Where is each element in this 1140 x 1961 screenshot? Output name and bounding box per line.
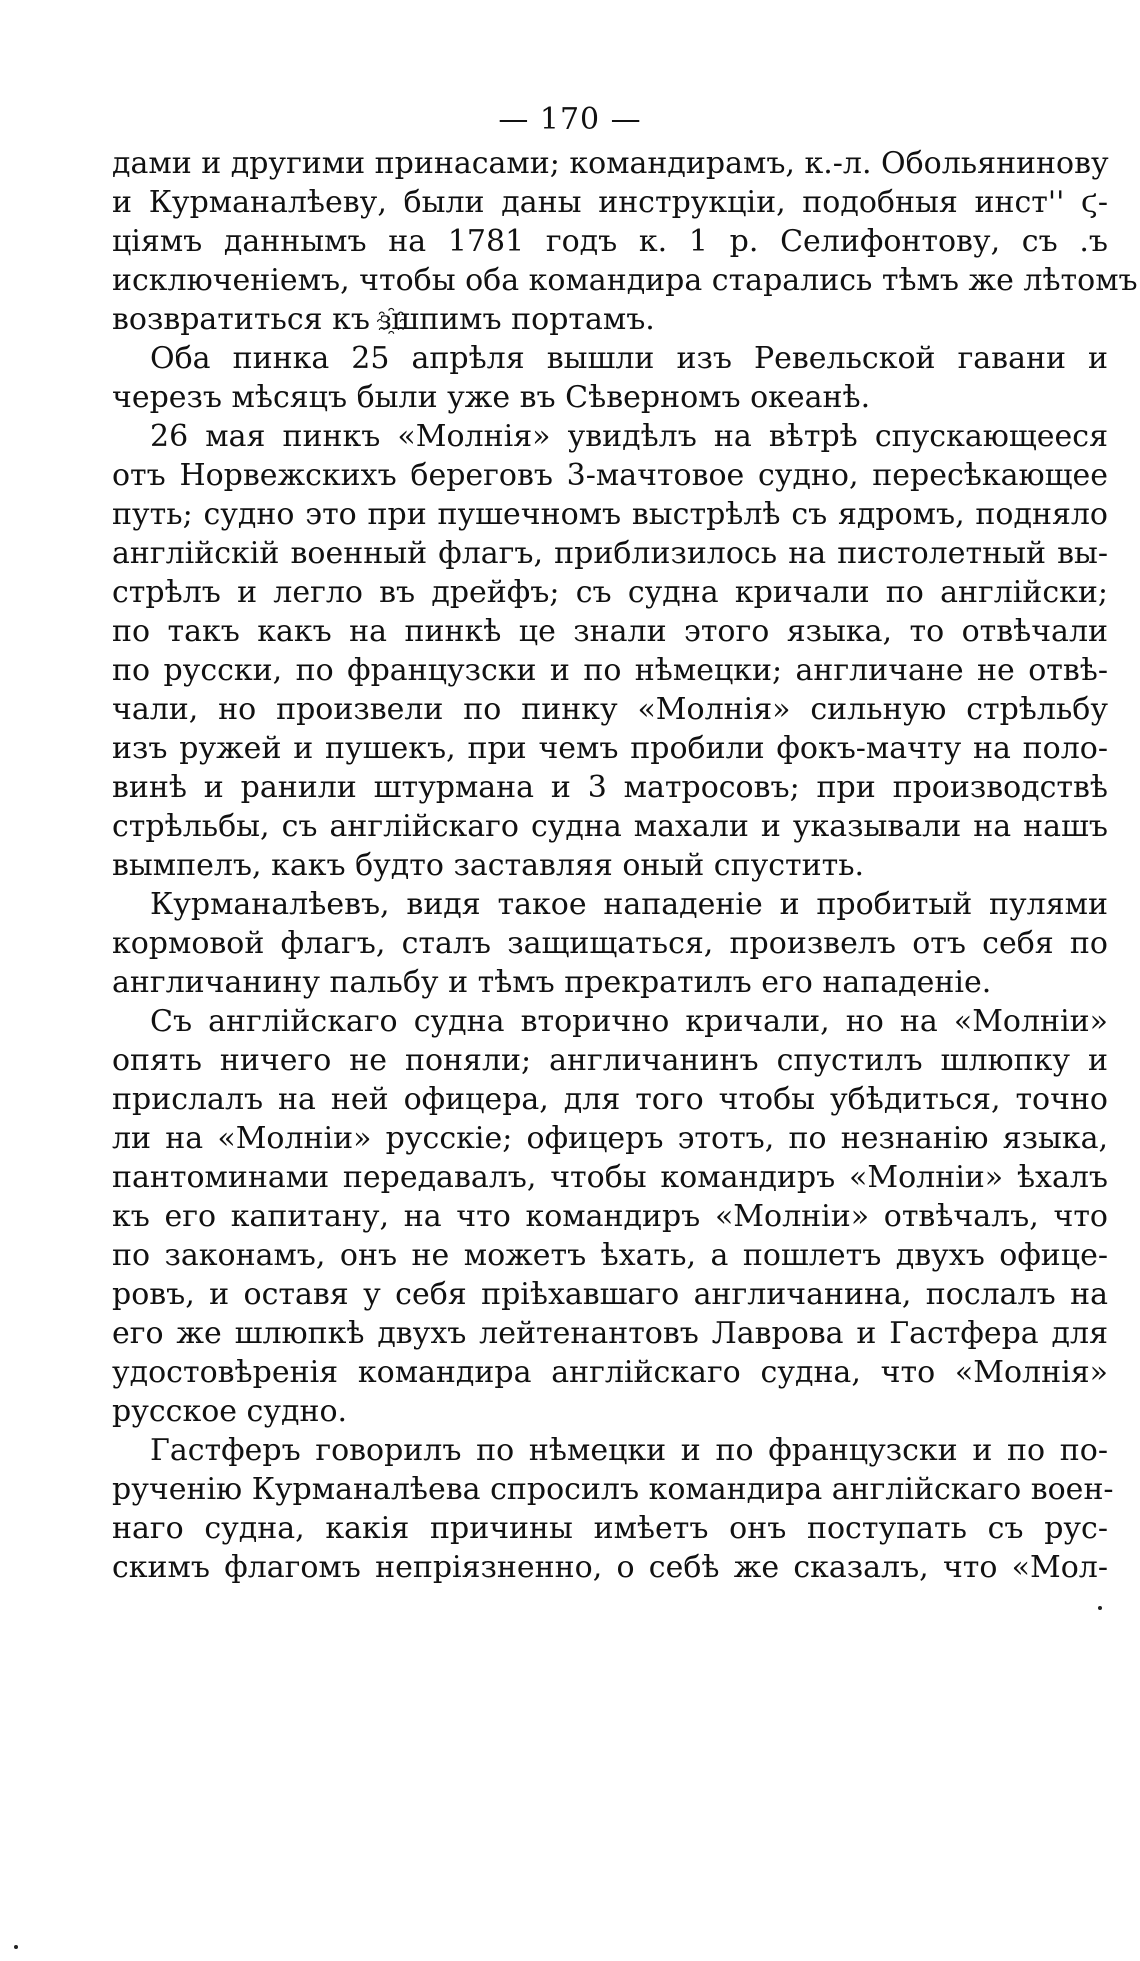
text-line: отъ Норвежскихъ береговъ 3-мачтовое судно, пересѣкающее <box>112 458 1108 493</box>
text-line: прислалъ на ней офицера, для того чтобы убѣдиться, точно <box>112 1082 1108 1117</box>
text-line: пантоминами передавалъ, чтобы командиръ «Молніи» ѣхалъ <box>112 1160 1108 1195</box>
text-line: ровъ, и оставя у себя пріѣхавшаго англичанина, послалъ на <box>112 1277 1108 1312</box>
text-line: винѣ и ранили штурмана и 3 матросовъ; при производствѣ <box>112 770 1108 805</box>
text-line: Оба пинка 25 апрѣля вышли изъ Ревельской гавани и <box>150 341 1108 376</box>
text-line: удостовѣренія командира англійскаго судна, что «Молнія» <box>112 1355 1108 1390</box>
text-line: чали, но произвели по пинку «Молнія» сильную стрѣльбу <box>112 692 1108 727</box>
text-line: стрѣлъ и легло въ дрейфъ; съ судна кричали по англійски; <box>112 575 1108 610</box>
text-line: ціямъ даннымъ на 1781 годъ к. 1 р. Селифонтову, съ .ъ <box>112 224 1108 259</box>
text-line: англійскій военный флагъ, приблизилось на пистолетный вы- <box>112 536 1108 571</box>
text-line: англичанину пальбу и тѣмъ прекратилъ его нападеніе. <box>112 965 992 1000</box>
print-speck <box>1098 1606 1102 1610</box>
text-line: по такъ какъ на пинкѣ це знали этого языка, то отвѣчали <box>112 614 1108 649</box>
text-line: вымпелъ, какъ будто заставляя оный спустить. <box>112 848 865 883</box>
text-line: исключеніемъ, чтобы оба командира старались тѣмъ же лѣтомъ <box>112 263 1138 298</box>
text-line: стрѣльбы, съ англійскаго судна махали и указывали на нашъ <box>112 809 1108 844</box>
text-line: по законамъ, онъ не можетъ ѣхать, а пошлетъ двухъ офице- <box>112 1238 1108 1273</box>
print-speck <box>14 1945 18 1949</box>
text-line: Съ англійскаго судна вторично кричали, но на «Молніи» <box>150 1004 1108 1039</box>
text-line: къ его капитану, на что командиръ «Молніи» отвѣчалъ, что <box>112 1199 1108 1234</box>
text-line: русское судно. <box>112 1394 348 1429</box>
text-line: кормовой флагъ, сталъ защищаться, произвелъ отъ себя по <box>112 926 1108 961</box>
text-line: его же шлюпкѣ двухъ лейтенантовъ Лаврова и Гастфера для <box>112 1316 1108 1351</box>
text-line: черезъ мѣсяцъ были уже въ Сѣверномъ океанѣ. <box>112 380 871 415</box>
text-line: 26 мая пинкъ «Молнія» увидѣлъ на вѣтрѣ спускающееся <box>150 419 1108 454</box>
text-line: и Курманалѣеву, были даны инструкціи, подобныя инст'' ϛ- <box>112 185 1108 220</box>
text-line: Курманалѣевъ, видя такое нападеніе и пробитый пулями <box>150 887 1108 922</box>
text-line: путь; судно это при пушечномъ выстрѣлѣ съ ядромъ, подняло <box>112 497 1108 532</box>
text-line: Гастферъ говорилъ по нѣмецки и по французски и по по- <box>150 1433 1108 1468</box>
text-line: скимъ флагомъ непріязненно, о себѣ же сказалъ, что «Мол- <box>112 1550 1108 1585</box>
text-line: наго судна, какія причины имѣетъ онъ поступать съ рус- <box>112 1511 1108 1546</box>
text-line: опять ничего не поняли; англичанинъ спустилъ шлюпку и <box>112 1043 1108 1078</box>
text-line: рученію Курманалѣева спросилъ командира англійскаго воен- <box>112 1472 1114 1507</box>
text-line: по русски, по французски и по нѣмецки; англичане не отвѣ- <box>112 653 1108 688</box>
text-line: дами и другими принасами; командирамъ, к.-л. Обольянинову <box>112 146 1109 181</box>
page-number: — 170 — <box>498 102 642 137</box>
text-line: возвратиться къ з҈шпимъ портамъ. <box>112 302 655 337</box>
text-line: изъ ружей и пушекъ, при чемъ пробили фокъ-мачту на поло- <box>112 731 1108 766</box>
text-line: ли на «Молніи» русскіе; офицеръ этотъ, по незнанію языка, <box>112 1121 1108 1156</box>
